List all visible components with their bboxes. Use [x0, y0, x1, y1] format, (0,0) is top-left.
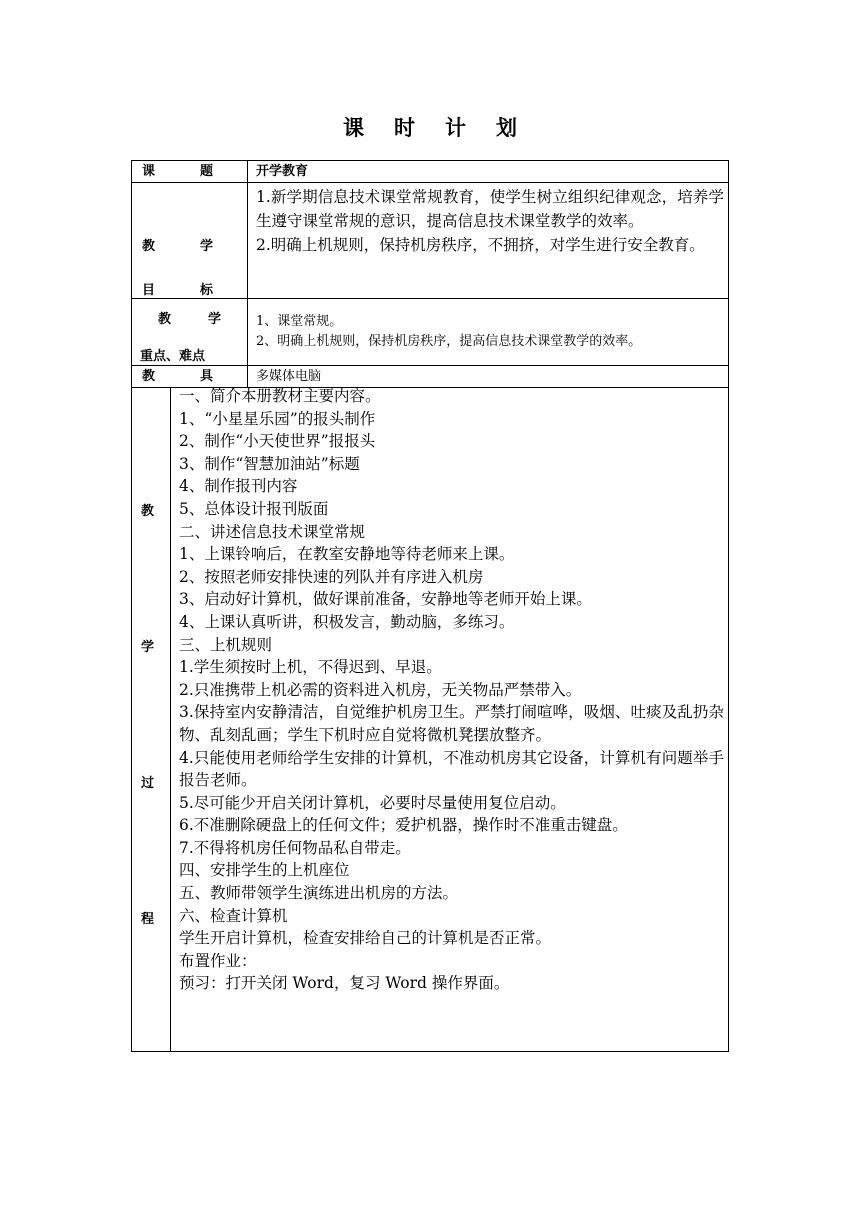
process-label-char: 学	[141, 640, 155, 655]
key-label-cell	[132, 299, 248, 366]
key-line: 2、明确上机规则，保持机房秩序，提高信息技术课堂教学的效率。	[256, 334, 642, 349]
goal-label-cell	[132, 183, 248, 299]
key-content-cell	[248, 299, 729, 366]
process-line: 布置作业：	[179, 951, 257, 970]
process-line: 1、“小星星乐园”的报头制作	[179, 409, 376, 428]
tool-label-a: 教	[142, 369, 156, 384]
page-title: 课时计划	[343, 115, 547, 140]
row-topic	[132, 161, 729, 183]
process-line: 六、检查计算机	[179, 906, 288, 925]
topic-label-cell	[132, 161, 248, 183]
process-line: 5.尽可能少开启关闭计算机，必要时尽量使用复位启动。	[179, 793, 566, 812]
process-line: 4.只能使用老师给学生安排的计算机，不准动机房其它设备，计算机有问题举手报告老师。	[179, 748, 724, 790]
row-key-points	[132, 299, 729, 366]
process-line: 3、制作“智慧加油站”标题	[179, 454, 360, 473]
process-cell	[132, 388, 729, 1052]
topic-label-a: 课	[142, 164, 156, 179]
row-goal	[132, 183, 729, 299]
key-label-a2: 学	[207, 312, 221, 327]
goal-label-a2: 学	[199, 239, 213, 254]
process-line: 6.不准删除硬盘上的任何文件；爱护机器，操作时不准重击键盘。	[179, 816, 628, 835]
lesson-plan-table	[131, 160, 729, 1052]
process-line: 7.不得将机房任何物品私自带走。	[179, 838, 411, 857]
process-label	[132, 388, 171, 1051]
key-label-a1: 教	[158, 312, 172, 327]
process-content	[179, 385, 724, 995]
process-line: 3、启动好计算机，做好课前准备，安静地等老师开始上课。	[179, 590, 592, 609]
process-line: 2.只准携带上机必需的资料进入机房，无关物品严禁带入。	[179, 680, 582, 699]
process-label-char: 程	[141, 912, 155, 927]
key-line: 1、课堂常规。	[256, 314, 343, 329]
process-line: 二、讲述信息技术课堂常规	[179, 522, 366, 541]
process-line: 1.学生须按时上机，不得迟到、早退。	[179, 658, 442, 677]
process-line: 预习：打开关闭 Word，复习 Word 操作界面。	[179, 974, 510, 993]
process-line: 1、上课铃响后，在教室安静地等待老师来上课。	[179, 545, 515, 564]
process-line: 四、安排学生的上机座位	[179, 861, 350, 880]
process-line: 3.保持室内安静清洁，自觉维护机房卫生。严禁打闹喧哗，吸烟、吐痰及乱扔杂物、乱刻乱画；学生下机时应自觉将微机凳摆放整齐。	[179, 703, 724, 744]
tool-label-b: 具	[199, 369, 213, 384]
process-line: 2、按照老师安排快速的列队并有序进入机房	[179, 567, 484, 586]
process-line: 学生开启计算机，检查安排给自己的计算机是否正常。	[179, 929, 552, 948]
goal-label-b2: 标	[199, 283, 213, 298]
process-line: 4、制作报刊内容	[179, 477, 298, 496]
goal-content-cell	[248, 183, 729, 299]
process-line: 五、教师带领学生演练进出机房的方法。	[179, 884, 459, 903]
goal-label-a1: 教	[142, 239, 156, 254]
topic-label-b: 题	[199, 164, 213, 179]
process-line: 三、上机规则	[179, 635, 273, 654]
goal-line: 1.新学期信息技术课堂常规教育，使学生树立组织纪律观念，培养学生遵守课堂常规的意识，提高信息技术课堂教学的效率。	[256, 188, 724, 230]
process-line: 2、制作“小天使世界”报报头	[179, 432, 376, 451]
process-line: 4、上课认真听讲，积极发言，勤动脑，多练习。	[179, 612, 515, 631]
process-label-char: 教	[141, 504, 155, 519]
row-process	[132, 388, 729, 1052]
process-line: 5、总体设计报刊版面	[179, 499, 329, 518]
goal-line: 2.明确上机规则，保持机房秩序，不拥挤，对学生进行安全教育。	[256, 236, 705, 254]
topic-content-cell	[248, 161, 729, 183]
goal-label-b1: 目	[142, 283, 156, 298]
process-label-char: 过	[141, 776, 155, 791]
key-label-b: 重点、难点	[140, 349, 206, 364]
process-line: 一、简介本册教材主要内容。	[179, 387, 381, 405]
tool-content: 多媒体电脑	[256, 369, 322, 384]
topic-content: 开学教育	[256, 164, 309, 179]
